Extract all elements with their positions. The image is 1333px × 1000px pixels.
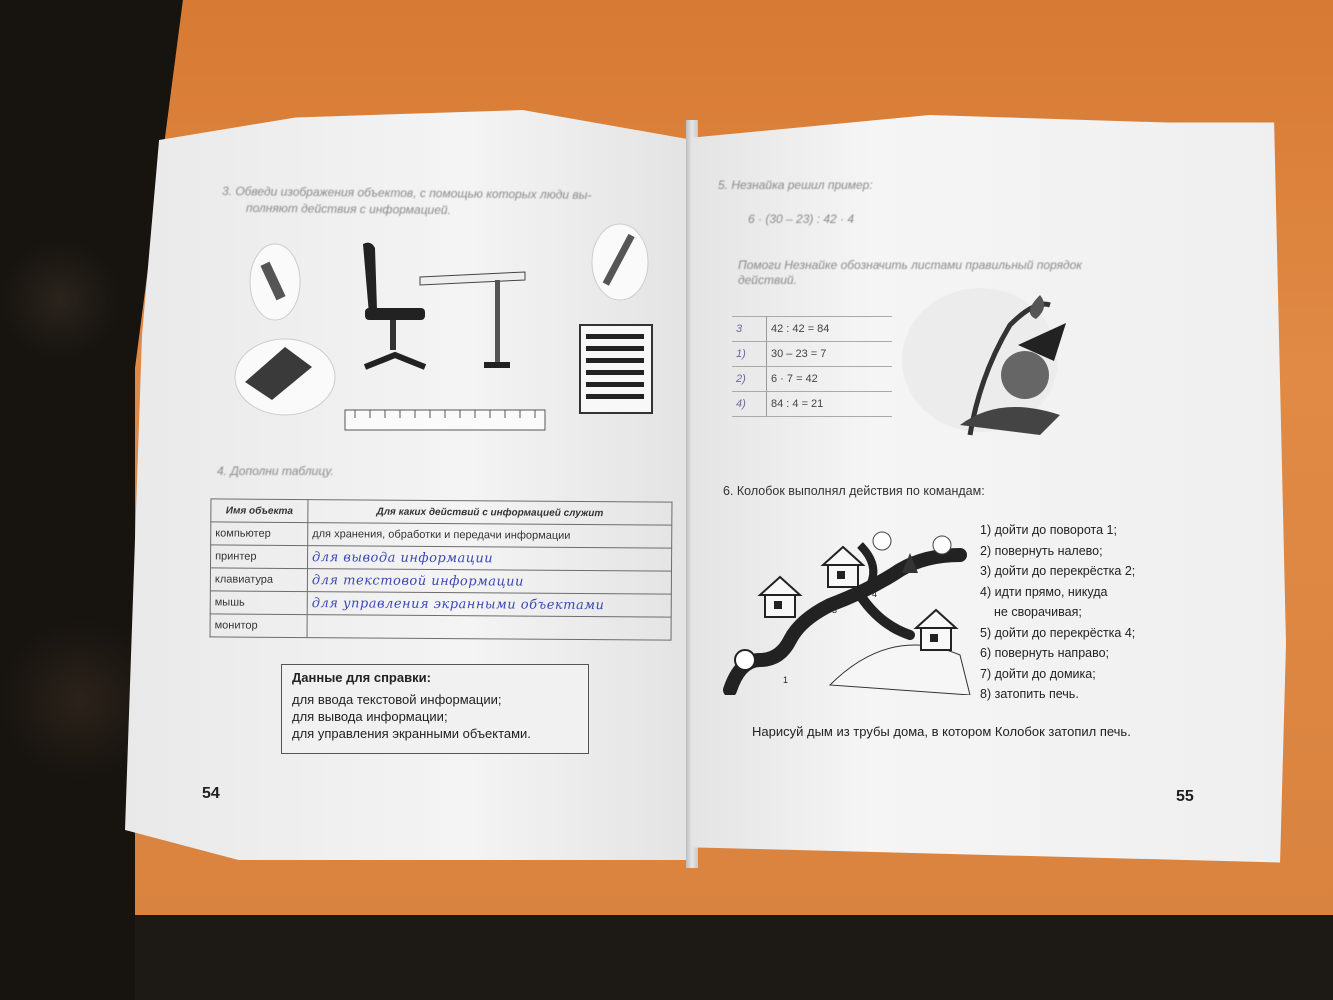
map-label: 4 — [872, 589, 878, 599]
reference-line: для вывода информации; — [292, 709, 448, 724]
row-value — [307, 615, 671, 641]
table-row — [210, 614, 671, 640]
task3-title: 3. Обведи изображения объектов, с помощью которых люди вы- — [221, 184, 592, 202]
house-icon — [823, 547, 863, 565]
task4-title: 4. Дополни таблицу. — [217, 464, 334, 478]
op-expression: 42 : 42 = 84 — [767, 317, 893, 342]
row-value-handwritten: для управления экранными объектами — [307, 592, 671, 618]
row-value-handwritten: для текстовой информации — [307, 569, 671, 595]
command-item: 6) повернуть направо; — [980, 646, 1110, 660]
table-row — [211, 522, 672, 548]
table-row — [210, 591, 671, 617]
op-number: 3 — [732, 317, 767, 342]
page-number-right: 55 — [1176, 788, 1194, 805]
house-icon — [916, 610, 956, 628]
row-name: монитор — [210, 614, 307, 638]
tree-icon — [933, 536, 951, 554]
map-label: 2 — [786, 629, 792, 639]
table-row — [732, 367, 892, 392]
task3-title-cont: полняют действия с информацией. — [245, 200, 451, 218]
row-name: клавиатура — [210, 568, 307, 592]
table-row — [732, 342, 892, 367]
command-item: 7) дойти до домика; — [980, 666, 1096, 681]
command-item: 8) затопить печь. — [980, 687, 1079, 701]
reference-header: Данные для справки: — [292, 670, 431, 685]
command-item: 2) повернуть налево; — [980, 543, 1103, 558]
house-icon — [760, 577, 800, 595]
reference-line: для ввода текстовой информации; — [292, 692, 502, 707]
dunno-face — [1001, 351, 1049, 399]
operations-table — [732, 316, 892, 417]
command-item: 4) идти прямо, никуда — [980, 584, 1108, 599]
page-number-left: 54 — [202, 785, 220, 802]
row-value: для хранения, обработки и передачи информации — [308, 523, 672, 549]
reference-line: для управления экранными объектами. — [292, 726, 531, 741]
row-name: мышь — [210, 591, 307, 615]
op-expression: 84 : 4 = 21 — [767, 392, 893, 417]
row-name: компьютер — [211, 522, 308, 546]
table-row — [732, 317, 892, 342]
command-item: 1) дойти до поворота 1; — [980, 523, 1117, 537]
op-expression: 30 – 23 = 7 — [767, 342, 893, 367]
desk-icon — [420, 272, 525, 285]
op-number: 2) — [732, 367, 767, 392]
floor — [135, 915, 1333, 1000]
table-row — [211, 545, 672, 571]
task3-illustration — [230, 222, 670, 442]
row-value-handwritten: для вывода информации — [308, 546, 672, 572]
task5-title: 5. Незнайка решил пример: — [718, 178, 873, 192]
command-item: 3) дойти до перекрёстка 2; — [980, 564, 1136, 578]
map-label: 3 — [832, 605, 838, 615]
table-header-purpose: Для каких действий с информацией служит — [308, 500, 672, 526]
table-row — [210, 568, 671, 594]
task5-text-cont: действий. — [738, 273, 797, 287]
task5-text: Помоги Незнайке обозначить листами правильный порядок — [738, 258, 1082, 272]
table-row — [732, 392, 892, 417]
task6-title: 6. Колобок выполнял действия по командам: — [723, 484, 985, 498]
final-instruction: Нарисуй дым из трубы дома, в котором Колобок затопил печь. — [752, 724, 1131, 739]
command-item: не сворачивая; — [994, 605, 1082, 619]
row-name: принтер — [211, 545, 308, 569]
reference-box — [281, 664, 589, 754]
op-number: 1) — [732, 342, 767, 367]
tree-icon — [873, 532, 891, 550]
objects-table — [210, 498, 673, 640]
command-item: 5) дойти до перекрёстка 4; — [980, 625, 1136, 640]
command-list — [980, 520, 1135, 705]
task5-expression: 6 · (30 – 23) : 42 · 4 — [748, 212, 855, 226]
chair-icon — [363, 243, 377, 314]
dunno-illustration — [900, 285, 1100, 445]
kolobok-icon — [735, 650, 755, 670]
table-header-name: Имя объекта — [211, 499, 308, 523]
kolobok-map — [720, 525, 980, 695]
map-label: 1 — [783, 675, 789, 685]
op-number: 4) — [732, 392, 767, 417]
op-expression: 6 · 7 = 42 — [767, 367, 893, 392]
